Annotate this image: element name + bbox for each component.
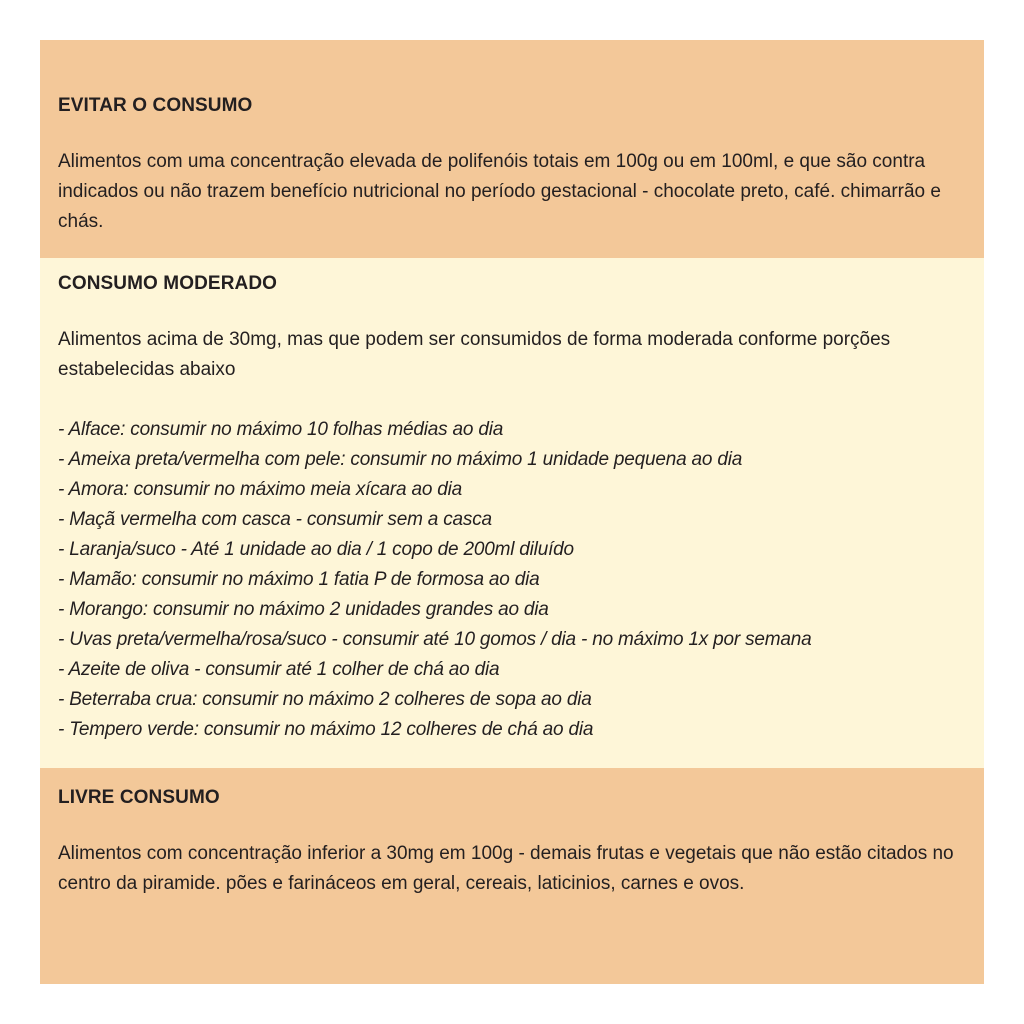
section-consumo-moderado	[40, 258, 984, 768]
list-item: - Mamão: consumir no máximo 1 fatia P de formosa ao dia	[58, 569, 540, 590]
section-description: Alimentos com concentração inferior a 30mg em 100g - demais frutas e vegetais que não estão citados no centro da piramide. pões e farináceos em geral, cereais, laticinios, carnes e ovos.	[58, 843, 954, 894]
list-item: - Beterraba crua: consumir no máximo 2 colheres de sopa ao dia	[58, 689, 592, 710]
section-description: Alimentos acima de 30mg, mas que podem ser consumidos de forma moderada conforme porções estabelecidas abaixo	[58, 329, 891, 380]
list-item: - Azeite de oliva - consumir até 1 colher de chá ao dia	[58, 659, 500, 680]
section-title: CONSUMO MODERADO	[58, 273, 278, 294]
section-title: LIVRE CONSUMO	[58, 787, 220, 808]
list-item: - Laranja/suco - Até 1 unidade ao dia / 1 copo de 200ml diluído	[58, 539, 574, 560]
list-item: - Maçã vermelha com casca - consumir sem a casca	[58, 509, 492, 530]
portion-list	[58, 415, 966, 745]
section-livre-consumo	[40, 768, 984, 984]
section-description: Alimentos com uma concentração elevada de polifenóis totais em 100g ou em 100ml, e que são contra indicados ou não trazem benefício nutricional no período gestacional - chocolate preto, café. chimarrão e chás.	[58, 151, 941, 232]
food-guide-card	[40, 40, 984, 984]
list-item: - Amora: consumir no máximo meia xícara ao dia	[58, 479, 463, 500]
list-item: - Ameixa preta/vermelha com pele: consumir no máximo 1 unidade pequena ao dia	[58, 449, 743, 470]
section-evitar-consumo	[40, 40, 984, 258]
list-item: - Morango: consumir no máximo 2 unidades grandes ao dia	[58, 599, 549, 620]
section-title: EVITAR O CONSUMO	[58, 95, 253, 116]
list-item: - Uvas preta/vermelha/rosa/suco - consumir até 10 gomos / dia - no máximo 1x por semana	[58, 629, 812, 650]
list-item: - Tempero verde: consumir no máximo 12 colheres de chá ao dia	[58, 719, 594, 740]
list-item: - Alface: consumir no máximo 10 folhas médias ao dia	[58, 419, 504, 440]
